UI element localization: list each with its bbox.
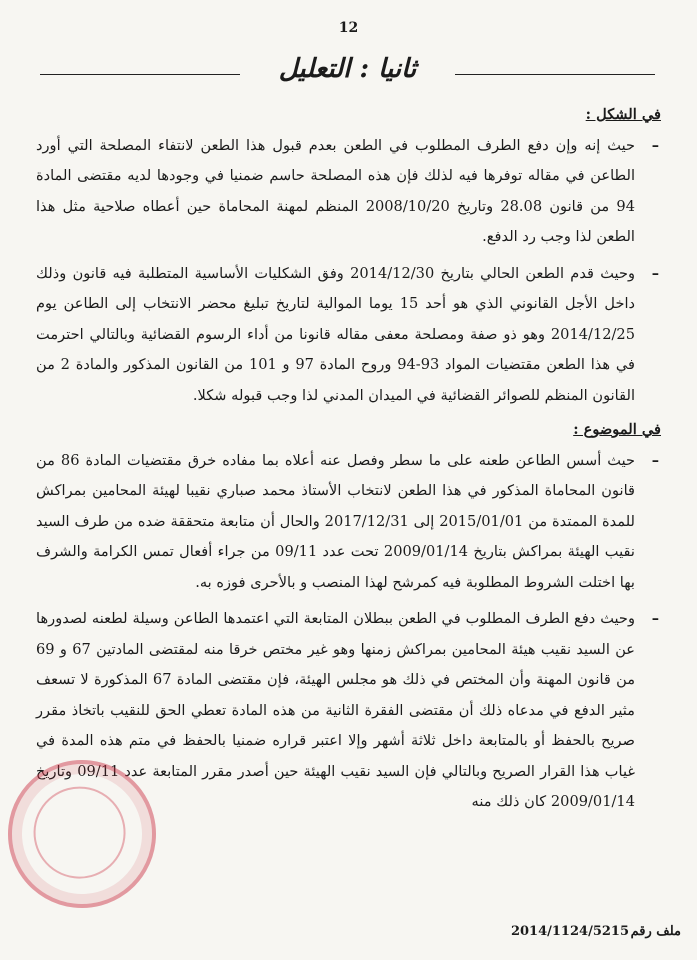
paragraph-line: نقيب الهيئة حين أصدر مقرر المتابعة عدد 09/11 وتاريخ 2009/01/14 كان ذلك منه xyxy=(36,762,635,810)
court-stamp-inner-ring xyxy=(23,776,136,889)
page-footer xyxy=(0,924,697,948)
file-number-label: ملف رقم xyxy=(630,924,681,939)
document-body xyxy=(36,100,661,818)
paragraph-line: المحامين بمراكش للمدة الممتدة من 2015/01/01 إلى 2017/12/31 والحال أن متابعة xyxy=(36,482,635,530)
section-title: ثانيا : التعليل xyxy=(278,54,417,84)
paragraph-line: حيث إنه وإن دفع الطرف المطلوب في الطعن بعدم قبول هذا الطعن لانتفاء المصلحة التي xyxy=(67,136,635,154)
paragraph-line: أعطاه صلاحية مثل هذا الطعن لذا وجب رد الدفع. xyxy=(36,197,635,245)
form-section-heading: في الشكل : xyxy=(585,106,661,123)
paragraph-line: لصدورها عن السيد نقيب هيئة المحامين بمراكش زمنها وهو غير مختص خرقا منه لمقتضى xyxy=(36,610,636,658)
paragraph-line: وجب قبوله شكلا. xyxy=(192,386,298,404)
paragraph-line: القضائية وبالتالي احترمت في هذا الطعن مقتضيات المواد 93-94 وروح المادة 97 و 101 xyxy=(36,325,636,373)
title-rule-right xyxy=(455,74,655,75)
paragraph-line: المادة 67 المذكورة لا تسعف مثير الدفع في مدعاه ذلك أن مقتضى الفقرة الثانية من هذه xyxy=(36,671,635,719)
paragraph-line: من جراء أفعال تمس الكرامة والشرف بها اختلت الشروط المطلوبة فيه كمرشح لهذا المنصب xyxy=(36,543,635,591)
paragraph-line: المادتين 67 و 69 من قانون المهنة وأن المختص في ذلك هو مجلس الهيئة، فإن مقتضى xyxy=(36,640,636,688)
bullet-dash: – xyxy=(651,451,659,469)
bullet-dash: – xyxy=(651,264,659,282)
substance-section-heading: في الموضوع : xyxy=(573,421,661,438)
paragraph-line: و بالأحرى فوزه به. xyxy=(195,573,308,591)
paragraph-line: المادة تعطي الحق للنقيب باتخاذ مقرر صريح بالحفظ أو بالمتابعة داخل ثلاثة أشهر وإلا xyxy=(36,701,635,749)
paragraph-line: مقتضى المادة 94 من قانون 28.08 وتاريخ 2008/10/20 المنظم لمهنة المحاماة حين xyxy=(36,167,635,215)
paragraph-line: 86 من قانون المحاماة المذكور في هذا الطعن لانتخاب الأستاذ محمد صباري نقيبا لهيئة xyxy=(36,451,636,499)
form-paragraph-1 xyxy=(36,131,661,253)
paragraph-line: متحققة ضده من طرف السيد نقيب الهيئة بمراكش بتاريخ 2009/01/14 تحت عدد 09/11 xyxy=(36,512,635,560)
paragraph-line: وذلك داخل الأجل القانوني الذي هو أحد 15 يوما الموالية لتاريخ تبليغ محضر الانتخاب إلى xyxy=(36,264,636,312)
page-number: 12 xyxy=(338,20,359,36)
paragraph-line: من القانون المذكور والمادة 2 من القانون المنظم للصوائر القضائية في الميدان المدني لذا xyxy=(36,356,635,404)
form-paragraph-2 xyxy=(36,259,661,412)
paragraph-line: وحيث قدم الطعن الحالي بتاريخ 2014/12/30 وفق الشكليات الأساسية المتطلبة فيه قانون xyxy=(72,264,636,282)
paragraph-line: حيث أسس الطاعن طعنه على ما سطر وفصل عنه أعلاه بما مفاده خرق مقتضيات المادة xyxy=(85,451,635,469)
paragraph-line: اعتبر قراره ضمنيا بالحفظ في متم هذه المدة في غياب هذا القرار الصريح وبالتالي فإن السيد xyxy=(36,732,635,780)
bullet-dash: – xyxy=(651,136,659,154)
title-rule-left xyxy=(40,74,240,75)
substance-paragraph-1 xyxy=(36,446,661,599)
paragraph-line: أورد الطاعن في مقاله توفرها فيه لذلك فإن هذه المصلحة حاسم ضمنيا في وجودها لديه xyxy=(36,136,636,184)
section-title-row xyxy=(40,52,655,92)
paragraph-line: الطاعن يوم 2014/12/25 وهو ذو صفة ومصلحة معفى مقاله قانونا من أداء الرسوم xyxy=(36,295,636,343)
paragraph-line: وحيث دفع الطرف المطلوب في الطعن ببطلان المتابعة التي اعتمدها الطاعن وسيلة لطعنه xyxy=(91,610,635,627)
file-number: 2014/1124/5215 xyxy=(510,924,629,939)
bullet-dash: – xyxy=(651,610,659,627)
